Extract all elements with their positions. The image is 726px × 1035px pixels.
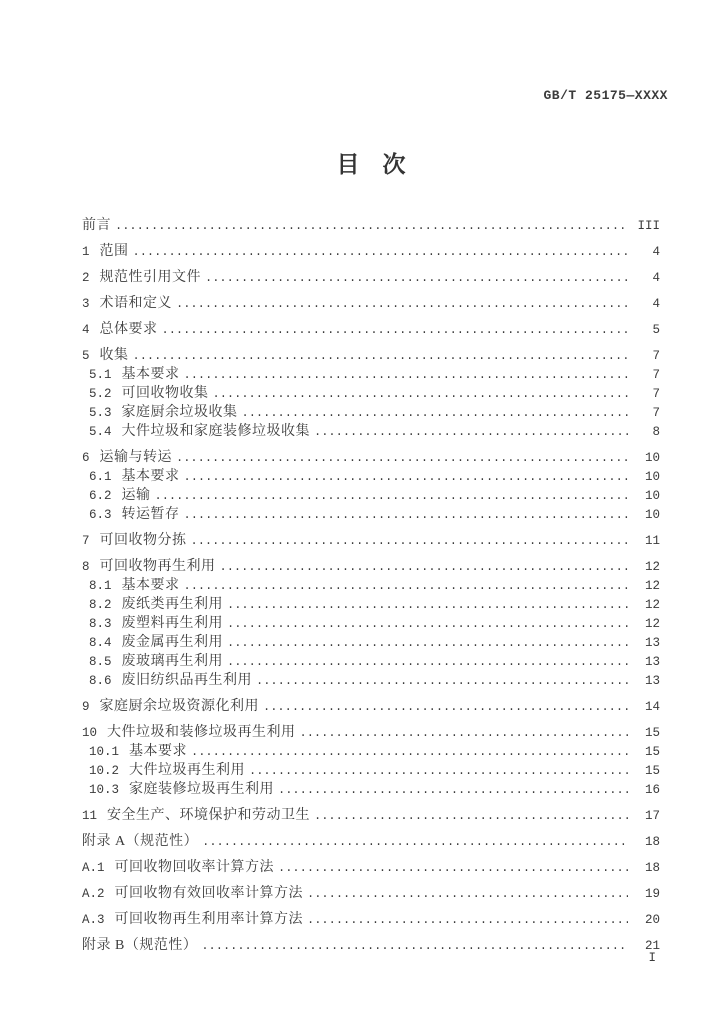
toc-entry-number: 6: [82, 451, 90, 465]
standard-number: GB/T 25175—XXXX: [543, 88, 668, 103]
toc-entry[interactable]: [82, 808, 660, 824]
toc-entry-number: 6.2: [89, 489, 112, 503]
toc-entry-page: 17: [644, 809, 660, 823]
toc-entry-number: 8: [82, 560, 90, 574]
toc-leader-dots: [129, 349, 628, 364]
toc-entry[interactable]: [82, 533, 660, 549]
toc-entry-title: 可回收物有效回收率计算方法: [114, 886, 304, 901]
toc-entry-title: 可回收物再生利用: [99, 559, 216, 574]
toc-entry[interactable]: [82, 244, 660, 260]
toc-entry-number: 6.3: [89, 508, 112, 522]
toc-entry[interactable]: [82, 938, 660, 954]
footer-page-number: I: [648, 951, 656, 965]
toc-entry-page: 16: [644, 783, 660, 797]
toc-entry-title: 大件垃圾和家庭装修垃圾收集: [121, 424, 311, 439]
toc-entry-title: 家庭厨余垃圾收集: [121, 405, 238, 420]
toc-leader-dots: [274, 783, 628, 798]
toc-entry-title: 附录 A（规范性）: [82, 834, 199, 849]
toc-entry[interactable]: [89, 782, 660, 798]
toc-leader-dots: [223, 655, 628, 670]
toc-entry-page: 14: [644, 700, 660, 714]
toc-leader-dots: [187, 534, 628, 549]
toc-entry[interactable]: [89, 654, 660, 670]
toc-entry[interactable]: [82, 725, 660, 741]
toc-leader-dots: [252, 674, 628, 689]
toc-entry-title: 收集: [99, 348, 129, 363]
toc-entry-page: 4: [652, 297, 660, 311]
toc-leader-dots: [223, 598, 628, 613]
toc-entry-number: 2: [82, 271, 90, 285]
toc-entry-page: 13: [644, 636, 660, 650]
toc-entry[interactable]: [89, 744, 660, 760]
toc-leader-dots: [303, 913, 628, 928]
toc-entry-number: 10.1: [89, 745, 120, 759]
toc-entry-number: A.1: [82, 861, 105, 875]
toc-entry-page: 13: [644, 674, 660, 688]
toc-entry-page: 15: [644, 764, 660, 778]
toc-leader-dots: [296, 726, 628, 741]
toc-leader-dots: [158, 323, 628, 338]
toc-entry-title: 总体要求: [99, 322, 158, 337]
toc-entry[interactable]: [89, 635, 660, 651]
toc-leader-dots: [238, 406, 628, 421]
toc-entry-page: 10: [644, 451, 660, 465]
toc-entry-page: III: [637, 219, 660, 233]
toc-entry-title: 可回收物收集: [121, 386, 209, 401]
toc-entry-title: 可回收物分拣: [99, 533, 187, 548]
toc-entry-title: 基本要求: [121, 469, 180, 484]
toc-entry-title: 大件垃圾再生利用: [129, 763, 246, 778]
toc-entry[interactable]: [89, 488, 660, 504]
toc-entry-number: 5.1: [89, 368, 112, 382]
toc-entry[interactable]: [89, 616, 660, 632]
toc-leader-dots: [180, 368, 628, 383]
toc-entry-title: 运输与转运: [99, 450, 173, 465]
toc-entry-number: 8.2: [89, 598, 112, 612]
toc-leader-dots: [180, 579, 628, 594]
toc-entry-number: 1: [82, 245, 90, 259]
toc-entry-title: 废旧纺织品再生利用: [121, 673, 253, 688]
toc-entry[interactable]: [82, 912, 660, 928]
toc-entry-number: 5.2: [89, 387, 112, 401]
toc-entry-number: 11: [82, 809, 98, 823]
toc-entry-number: 8.5: [89, 655, 112, 669]
toc-entry-page: 12: [644, 560, 660, 574]
toc-entry-title: 安全生产、环境保护和劳动卫生: [107, 808, 311, 823]
toc-entry-number: 10.3: [89, 783, 120, 797]
toc-leader-dots: [274, 861, 628, 876]
toc-entry[interactable]: [82, 218, 660, 234]
toc-entry[interactable]: [82, 699, 660, 715]
toc-entry-title: 大件垃圾和装修垃圾再生利用: [107, 725, 296, 740]
toc-entry-page: 4: [652, 245, 660, 259]
toc-entry-number: 5.4: [89, 425, 112, 439]
toc-entry-number: 6.1: [89, 470, 112, 484]
toc-entry-page: 10: [644, 508, 660, 522]
toc-list: [82, 208, 660, 954]
toc-entry-title: 运输: [121, 488, 151, 503]
toc-entry-page: 21: [644, 939, 660, 953]
toc-entry-number: 3: [82, 297, 90, 311]
toc-entry-number: A.2: [82, 887, 105, 901]
toc-entry[interactable]: [89, 469, 660, 485]
toc-leader-dots: [201, 271, 628, 286]
toc-entry-page: 10: [644, 489, 660, 503]
toc-leader-dots: [303, 887, 628, 902]
toc-entry[interactable]: [89, 424, 660, 440]
toc-entry-title: 范围: [99, 244, 129, 259]
toc-entry[interactable]: [89, 763, 660, 779]
toc-leader-dots: [216, 560, 628, 575]
toc-entry-page: 19: [644, 887, 660, 901]
toc-entry-title: 术语和定义: [99, 296, 173, 311]
toc-entry-page: 15: [644, 726, 660, 740]
toc-leader-dots: [180, 508, 628, 523]
toc-entry[interactable]: [89, 597, 660, 613]
toc-entry-number: 8.3: [89, 617, 112, 631]
toc-leader-dots: [310, 425, 628, 440]
toc-leader-dots: [223, 636, 628, 651]
toc-leader-dots: [180, 470, 628, 485]
toc-entry-number: A.3: [82, 913, 105, 927]
toc-entry[interactable]: [82, 860, 660, 876]
toc-entry-number: 8.4: [89, 636, 112, 650]
toc-entry-title: 废塑料再生利用: [121, 616, 224, 631]
toc-leader-dots: [245, 764, 628, 779]
toc-entry[interactable]: [82, 296, 660, 312]
toc-entry-page: 20: [644, 913, 660, 927]
toc-leader-dots: [111, 219, 628, 234]
toc-entry[interactable]: [89, 578, 660, 594]
toc-entry-page: 7: [652, 406, 660, 420]
toc-entry-title: 规范性引用文件: [99, 270, 202, 285]
toc-entry-number: 5.3: [89, 406, 112, 420]
toc-entry-number: 4: [82, 323, 90, 337]
toc-entry-number: 10: [82, 726, 98, 740]
toc-entry-page: 4: [652, 271, 660, 285]
toc-entry-page: 18: [644, 835, 660, 849]
toc-entry[interactable]: [89, 405, 660, 421]
toc-entry-page: 12: [644, 617, 660, 631]
toc-leader-dots: [209, 387, 628, 402]
toc-entry-page: 10: [644, 470, 660, 484]
toc-leader-dots: [151, 489, 628, 504]
toc-entry-title: 基本要求: [121, 578, 180, 593]
toc-entry-page: 15: [644, 745, 660, 759]
toc-entry-title: 可回收物回收率计算方法: [114, 860, 275, 875]
toc-entry-title: 家庭厨余垃圾资源化利用: [99, 699, 260, 714]
toc-entry[interactable]: [89, 507, 660, 523]
toc-entry-title: 可回收物再生利用率计算方法: [114, 912, 304, 927]
toc-leader-dots: [172, 451, 628, 466]
toc-entry-number: 7: [82, 534, 90, 548]
toc-leader-dots: [259, 700, 628, 715]
toc-entry[interactable]: [89, 386, 660, 402]
toc-leader-dots: [187, 745, 628, 760]
toc-entry-page: 18: [644, 861, 660, 875]
toc-entry-title: 废玻璃再生利用: [121, 654, 224, 669]
toc-entry-page: 7: [652, 387, 660, 401]
toc-entry[interactable]: [82, 348, 660, 364]
toc-entry-page: 7: [652, 368, 660, 382]
toc-entry-page: 11: [644, 534, 660, 548]
toc-entry-page: 8: [652, 425, 660, 439]
toc-entry-number: 5: [82, 349, 90, 363]
toc-entry-number: 9: [82, 700, 90, 714]
toc-entry[interactable]: [82, 322, 660, 338]
toc-leader-dots: [172, 297, 628, 312]
toc-entry-title: 废纸类再生利用: [121, 597, 224, 612]
toc-leader-dots: [310, 809, 628, 824]
toc-leader-dots: [223, 617, 628, 632]
toc-entry-page: 5: [652, 323, 660, 337]
toc-leader-dots: [198, 835, 628, 850]
toc-entry-title: 基本要求: [129, 744, 188, 759]
toc-entry-number: 10.2: [89, 764, 120, 778]
toc-entry-number: 8.6: [89, 674, 112, 688]
toc-entry-title: 附录 B（规范性）: [82, 938, 198, 953]
toc-entry-title: 前言: [82, 218, 111, 233]
toc-entry[interactable]: [82, 450, 660, 466]
toc-entry-title: 转运暂存: [121, 507, 180, 522]
toc-entry[interactable]: [82, 886, 660, 902]
toc-entry-page: 12: [644, 579, 660, 593]
toc-entry-title: 废金属再生利用: [121, 635, 224, 650]
toc-entry-number: 8.1: [89, 579, 112, 593]
page-title: 目 次: [336, 152, 406, 177]
toc-entry-title: 基本要求: [121, 367, 180, 382]
toc-entry-page: 7: [652, 349, 660, 363]
toc-entry-title: 家庭装修垃圾再生利用: [129, 782, 275, 797]
toc-entry-page: 13: [644, 655, 660, 669]
toc-leader-dots: [197, 939, 628, 954]
toc-entry[interactable]: [89, 367, 660, 383]
toc-entry[interactable]: [82, 559, 660, 575]
toc-leader-dots: [129, 245, 628, 260]
toc-entry-page: 12: [644, 598, 660, 612]
toc-entry[interactable]: [89, 673, 660, 689]
toc-entry[interactable]: [82, 270, 660, 286]
toc-entry[interactable]: [82, 834, 660, 850]
